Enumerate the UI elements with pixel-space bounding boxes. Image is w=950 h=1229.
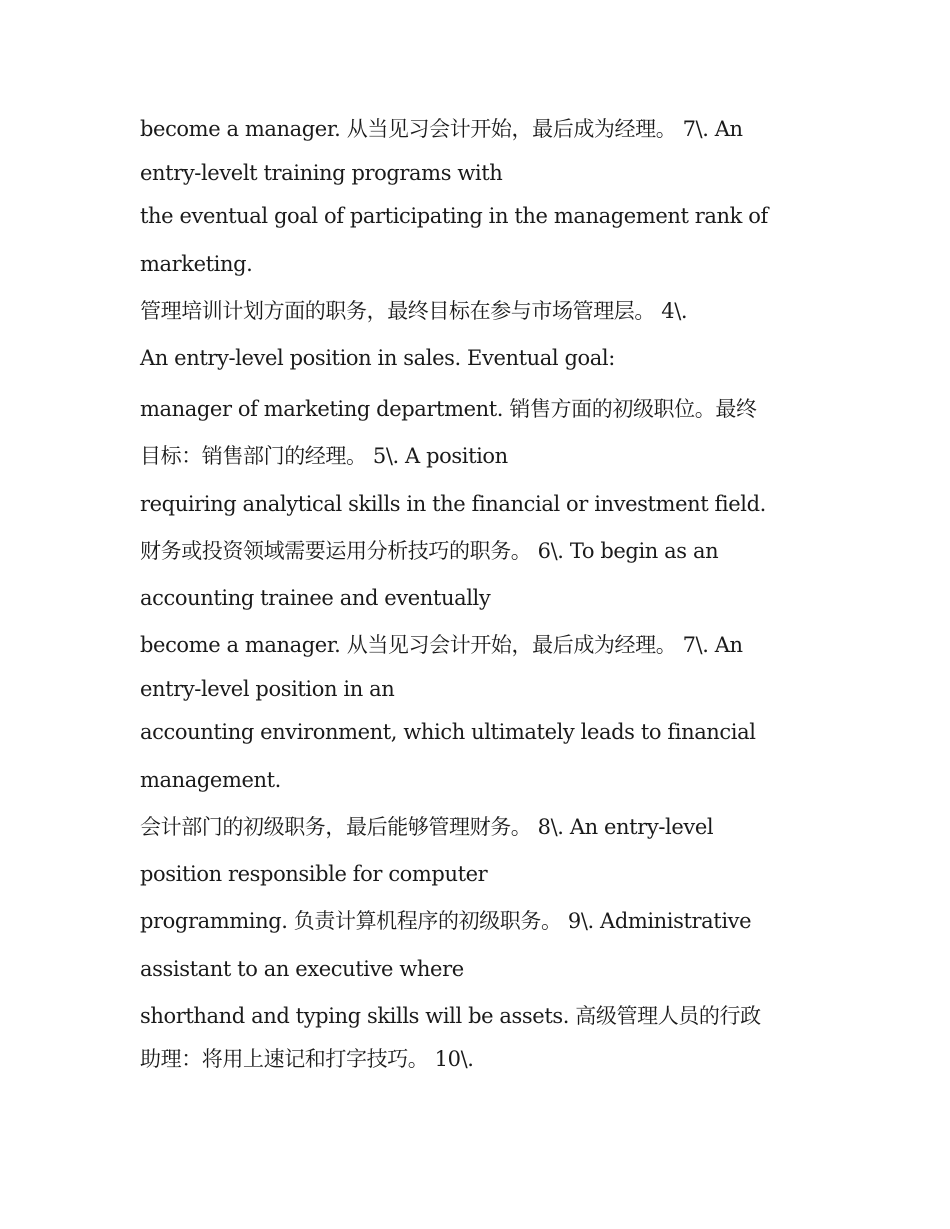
- text-line: accounting trainee and eventually: [140, 586, 491, 610]
- text-line: become a manager. 从当见习会计开始，最后成为经理。 7\. An: [140, 117, 743, 141]
- text-line: entry-levelt training programs with: [140, 160, 503, 185]
- text-line: accounting environment, which ultimately leads to financial: [140, 720, 756, 744]
- text-line: 管理培训计划方面的职务，最终目标在参与市场管理层。 4\.: [140, 298, 688, 323]
- text-line: 助理：将用上速记和打字技巧。 10\.: [140, 1047, 474, 1071]
- text-line: An entry-level position in sales. Eventual goal:: [140, 346, 615, 370]
- text-line: 目标：销售部门的经理。 5\. A position: [140, 444, 508, 468]
- text-line: entry-level position in an: [140, 676, 395, 701]
- text-line: marketing.: [140, 251, 253, 276]
- text-line: position responsible for computer: [140, 862, 488, 886]
- text-line: 财务或投资领域需要运用分析技巧的职务。 6\. To begin as an: [140, 538, 719, 563]
- text-line: programming. 负责计算机程序的初级职务。 9\. Administrative: [140, 909, 752, 933]
- text-line: requiring analytical skills in the financial or investment field.: [140, 491, 766, 516]
- text-line: management.: [140, 767, 281, 792]
- text-line: 会计部门的初级职务，最后能够管理财务。 8\. An entry-level: [140, 814, 714, 839]
- text-line: the eventual goal of participating in the management rank of: [140, 204, 768, 228]
- text-line: assistant to an executive where: [140, 956, 464, 981]
- document-body: [140, 108, 812, 1082]
- text-line: manager of marketing department. 销售方面的初级职位。最终: [140, 397, 757, 421]
- text-line: shorthand and typing skills will be assets. 高级管理人员的行政: [140, 1003, 761, 1028]
- text-line: become a manager. 从当见习会计开始，最后成为经理。 7\. An: [140, 633, 743, 657]
